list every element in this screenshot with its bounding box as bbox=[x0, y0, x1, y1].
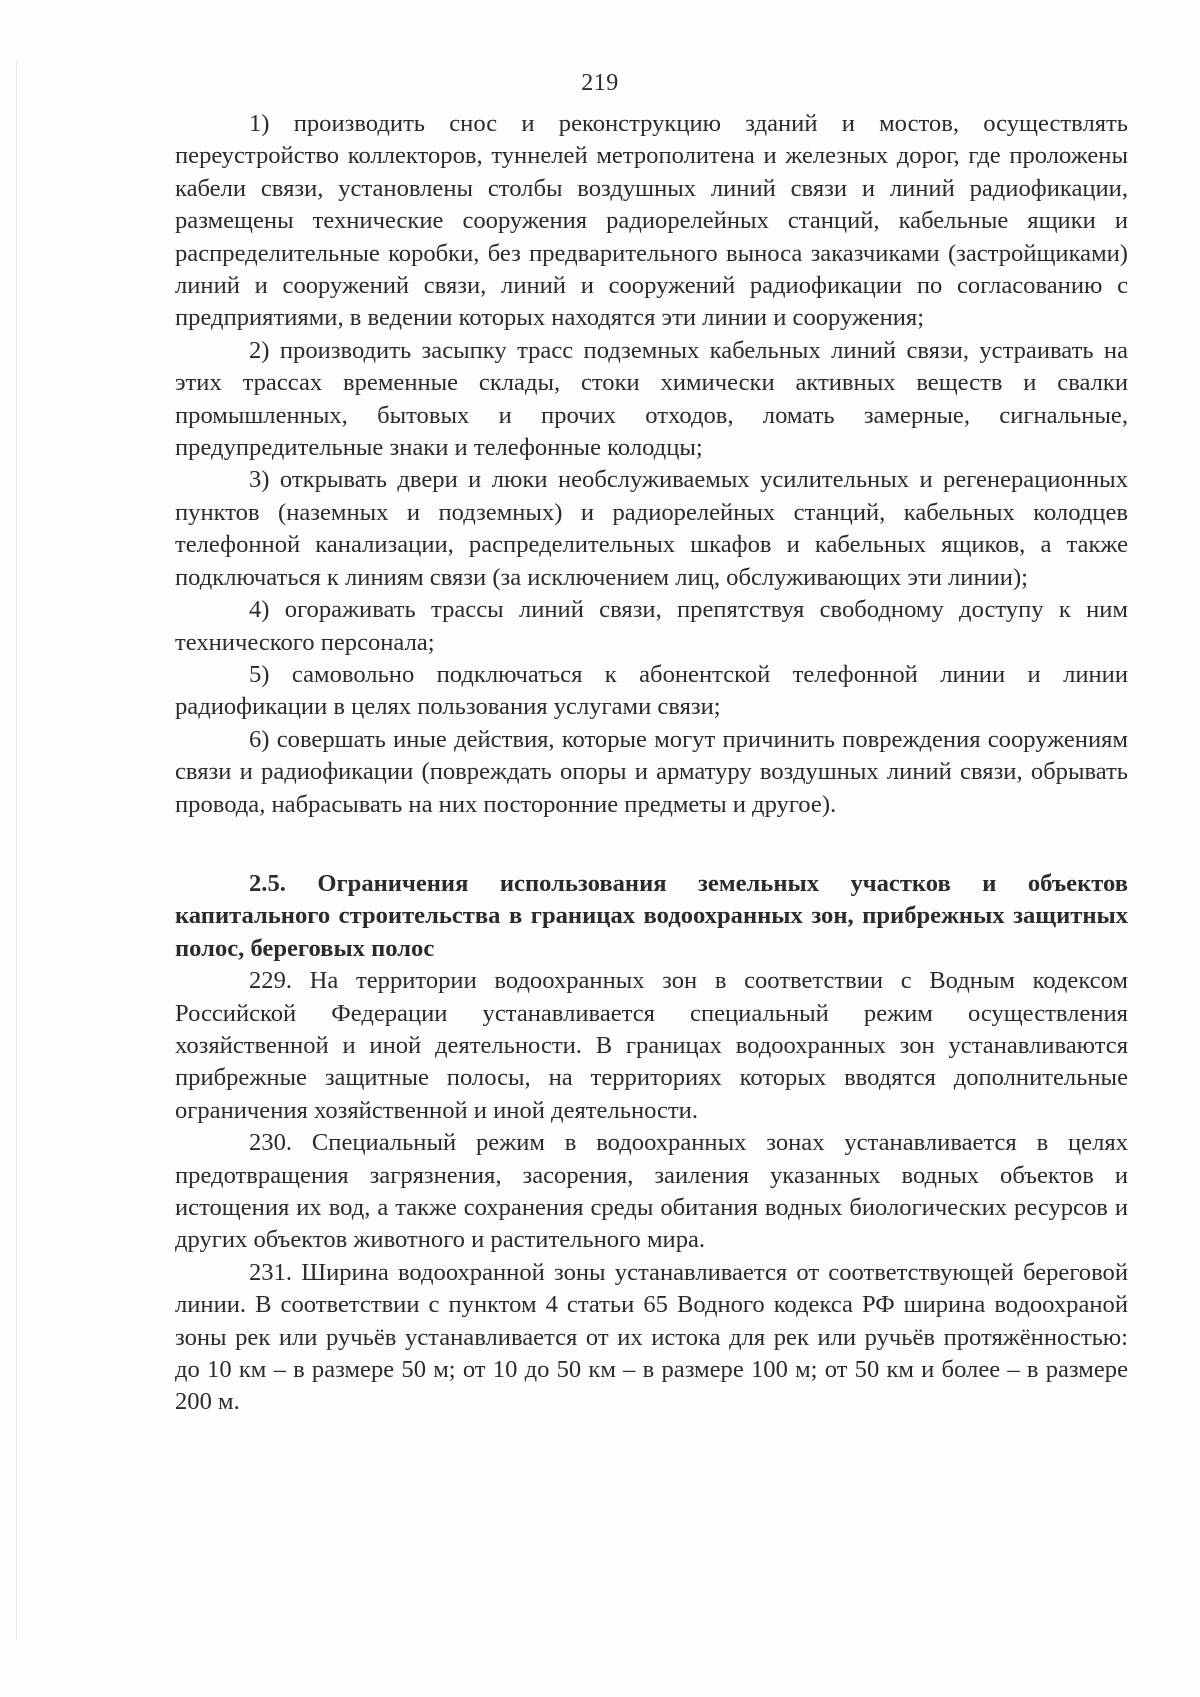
paragraph-231: 231. Ширина водоохранной зоны устанавливается от соответствующей береговой линии. В соответствии с пунктом 4 статьи 65 Водного кодекса РФ ширина водоохраной зоны рек или ручьёв устанавливается от их истока для рек или ручьёв протяжённостью: до 10 км – в размере 50 м; от 10 до 50 км – в размере 100 м; от 50 км и более – в размере 200 м. bbox=[175, 1258, 1128, 1416]
scan-edge-line bbox=[16, 60, 17, 1640]
paragraph-229: 229. На территории водоохранных зон в соответствии с Водным кодексом Российской Федерации устанавливается специальный режим осуществления хозяйственной и иной деятельности. В границах водоохранных зон устанавливаются прибрежные защитные полосы, на территориях которых вводятся дополнительные ограничения хозяйственной и иной деятельности. bbox=[175, 967, 1128, 1124]
list-item: 4) огораживать трассы линий связи, препятствуя свободному доступу к ним технического персонала; bbox=[175, 596, 1128, 656]
list-item: 3) открывать двери и люки необслуживаемых усилительных и регенерационных пунктов (наземных и подземных) и радиорелейных станций, кабельных колодцев телефонной канализации, распределительных шкафов и кабельных ящиков, а также подключаться к линиям связи (за исключением лиц, обслуживающих эти линии); bbox=[175, 466, 1128, 591]
page-number: 219 bbox=[581, 70, 619, 96]
list-item: 1) производить снос и реконструкцию зданий и мостов, осуществлять переустройство коллекторов, туннелей метрополитена и железных дорог, где проложены кабели связи, установлены столбы воздушных линий связи и линий радиофикации, размещены технические сооружения радиорелейных станций, кабельные ящики и распределительные коробки, без предварительного выноса заказчиками (застройщиками) линий и сооружений связи, линий и сооружений радиофикации по согласованию с предприятиями, в ведении которых находятся эти линии и сооружения; bbox=[175, 110, 1128, 332]
paragraph-230: 230. Специальный режим в водоохранных зонах устанавливается в целях предотвращения загрязнения, засорения, заиления указанных водных объектов и истощения их вод, а также сохранения среды обитания водных биологических ресурсов и других объектов животного и растительного мира. bbox=[175, 1129, 1128, 1254]
section-heading: 2.5. Ограничения использования земельных участков и объектов капитального строительства в границах водоохранных зон, прибрежных защитных полос, береговых полос bbox=[175, 869, 1128, 962]
list-item: 6) совершать иные действия, которые могут причинить повреждения сооружениям связи и радиофикации (повреждать опоры и арматуру воздушных линий связи, обрывать провода, набрасывать на них посторонние предметы и другое). bbox=[175, 725, 1128, 818]
list-item: 2) производить засыпку трасс подземных кабельных линий связи, устраивать на этих трассах временные склады, стоки химически активных веществ и свалки промышленных, бытовых и прочих отходов, ломать замерные, сигнальные, предупредительные знаки и телефонные колодцы; bbox=[175, 336, 1128, 462]
page-content bbox=[175, 108, 1128, 1419]
list-item: 5) самовольно подключаться к абонентской телефонной линии и линии радиофикации в целях пользования услугами связи; bbox=[175, 660, 1128, 721]
